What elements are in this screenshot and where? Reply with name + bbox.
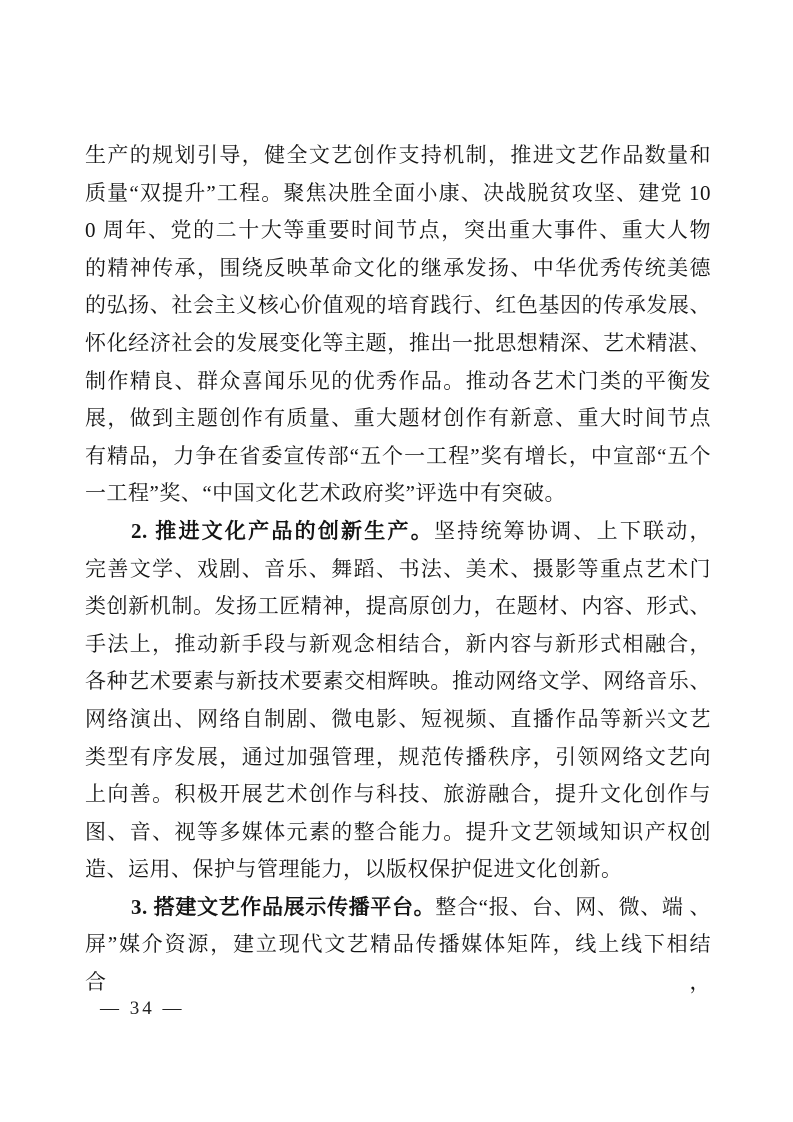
text-segment: 的精神传承，围绕反映革命文化的继承发扬、中华优秀传统美德 [85, 255, 711, 280]
text-line [85, 851, 711, 889]
text-segment: 造、运用、保护与管理能力，以版权保护促进文化创新。 [85, 857, 623, 882]
text-line [85, 175, 711, 213]
text-segment: 质量“双提升”工程。聚焦决胜全面小康、决战脱贫攻坚、建党 10 [85, 180, 711, 205]
text-line [85, 325, 711, 363]
text-segment: 图、音、视等多媒体元素的整合能力。提升文艺领域知识产权创 [85, 819, 711, 844]
text-segment: 坚持统筹协调、上下联动， [433, 518, 712, 543]
text-segment: 屏”媒介资源，建立现代文艺精品传播媒体矩阵，线上线下相结合， [85, 932, 711, 995]
text-segment: 上向善。积极开展艺术创作与科技、旅游融合，提升文化创作与 [85, 782, 711, 807]
text-line [85, 926, 711, 995]
paragraph-lead-bold: 3. 搭建文艺作品展示传播平台。 [131, 894, 436, 919]
text-segment: 生产的规划引导，健全文艺创作支持机制，推进文艺作品数量和 [85, 143, 711, 167]
document-body [85, 137, 712, 995]
text-segment: 整合“报、台、网、微、端 、 [435, 894, 711, 919]
text-segment: 有精品，力争在省委宣传部“五个一工程”奖有增长，中宣部“五个 [85, 443, 711, 468]
paragraph-lead-bold: 2. 推进文化产品的创新生产。 [131, 518, 434, 543]
text-segment: 的弘扬、社会主义核心价值观的培育践行、红色基因的传承发展、 [85, 293, 711, 318]
text-segment: 完善文学、戏剧、音乐、舞蹈、书法、美术、摄影等重点艺术门 [85, 556, 711, 581]
text-line [85, 250, 711, 288]
text-segment: 制作精良、群众喜闻乐见的优秀作品。推动各艺术门类的平衡发 [85, 368, 711, 393]
text-line [85, 551, 711, 589]
text-segment: 网络演出、网络自制剧、微电影、短视频、直播作品等新兴文艺 [85, 706, 711, 731]
text-line [85, 588, 711, 626]
text-line [85, 212, 711, 250]
page-number: — 34 — [100, 998, 185, 1019]
text-segment: 类创新机制。发扬工匠精神，提高原创力，在题材、内容、形式、 [85, 594, 711, 619]
text-line [85, 475, 711, 513]
text-line [85, 363, 711, 401]
text-segment: 各种艺术要素与新技术要素交相辉映。推动网络文学、网络音乐、 [85, 669, 711, 694]
text-line [85, 663, 711, 701]
text-line [85, 626, 711, 664]
text-line [85, 400, 711, 438]
text-segment: 手法上，推动新手段与新观念相结合，新内容与新形式相融合， [85, 631, 711, 656]
text-line [85, 137, 711, 175]
text-line [85, 287, 711, 325]
text-line [85, 701, 711, 739]
text-segment: 怀化经济社会的发展变化等主题，推出一批思想精深、艺术精湛、 [85, 330, 711, 355]
text-segment: 类型有序发展，通过加强管理，规范传播秩序，引领网络文艺向 [85, 744, 711, 769]
text-segment: 展，做到主题创作有质量、重大题材创作有新意、重大时间节点 [85, 406, 711, 431]
text-line [85, 814, 711, 852]
text-line [85, 776, 711, 814]
text-line [85, 889, 711, 927]
text-segment: 一工程”奖、“中国文化艺术政府奖”评选中有突破。 [85, 481, 566, 506]
text-line [85, 739, 711, 777]
text-segment: 0 周年、党的二十大等重要时间节点，突出重大事件、重大人物 [85, 218, 711, 243]
text-line [85, 438, 711, 476]
text-line [85, 513, 711, 551]
